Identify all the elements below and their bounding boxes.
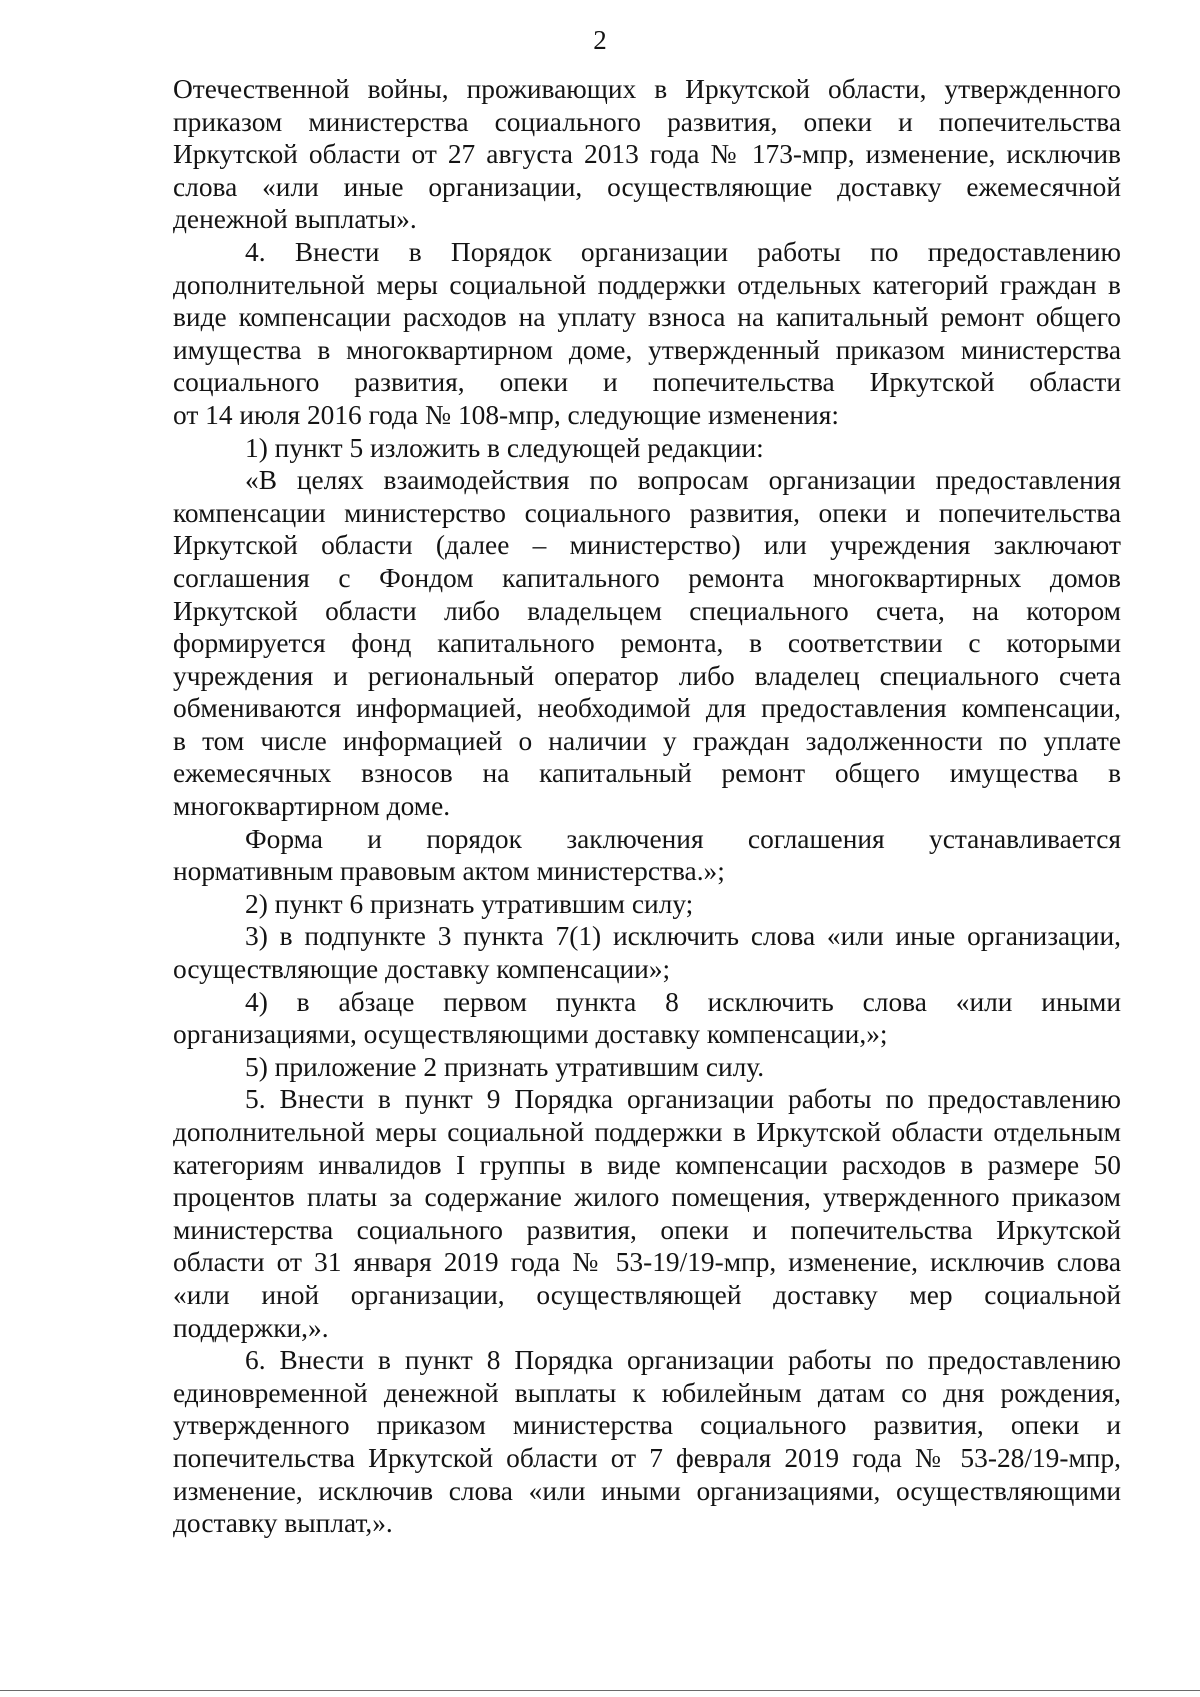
text-line: процентов платы за содержание жилого помещения, утвержденного приказом (173, 1182, 1121, 1213)
text-line: 5. Внести в пункт 9 Порядка организации работы по предоставлению (245, 1084, 1121, 1115)
text-line: категориям инвалидов I группы в виде компенсации расходов в размере 50 (173, 1149, 1121, 1180)
text-line: Иркутской области от 27 августа 2013 года № 173-мпр, изменение, исключив (173, 139, 1121, 170)
text-line: обмениваются информацией, необходимой для предоставления компенсации, (173, 693, 1121, 724)
text-line: доставку выплат,». (173, 1508, 393, 1539)
text-line: области от 31 января 2019 года № 53-19/19-мпр, изменение, исключив слова (173, 1247, 1121, 1278)
text-line: «В целях взаимодействия по вопросам организации предоставления (245, 465, 1121, 496)
text-line: от 14 июля 2016 года № 108-мпр, следующие изменения: (173, 399, 839, 430)
text-line: Отечественной войны, проживающих в Иркутской области, утвержденного (173, 74, 1121, 104)
text-line: утвержденного приказом министерства социального развития, опеки и (173, 1410, 1121, 1441)
text-line: нормативным правовым актом министерства.»; (173, 856, 725, 887)
text-line: компенсации министерство социального развития, опеки и попечительства (173, 497, 1121, 528)
text-line: 5) приложение 2 признать утратившим силу. (245, 1051, 765, 1082)
text-line: поддержки,». (173, 1312, 329, 1343)
text-line: Иркутской области (далее – министерство) или учреждения заключают (173, 530, 1121, 561)
text-line: в том числе информацией о наличии у граждан задолженности по уплате (173, 725, 1121, 756)
text-line: дополнительной меры социальной поддержки отдельных категорий граждан в (173, 269, 1121, 300)
text-line: 4. Внести в Порядок организации работы по предоставлению (245, 236, 1121, 267)
text-line: 3) в подпункте 3 пункта 7(1) исключить слова «или иные организации, (245, 921, 1121, 952)
document-body (173, 73, 1121, 1540)
text-line: министерства социального развития, опеки и попечительства Иркутской (173, 1214, 1121, 1245)
text-line: «или иной организации, осуществляющей доставку мер социальной (173, 1279, 1121, 1310)
text-line: 4) в абзаце первом пункта 8 исключить слова «или иными (245, 986, 1121, 1017)
text-line: имущества в многоквартирном доме, утвержденный приказом министерства (173, 334, 1121, 365)
bottom-rule (0, 1690, 1200, 1691)
text-line: учреждения и региональный оператор либо владелец специального счета (173, 660, 1121, 691)
text-line: осуществляющие доставку компенсации»; (173, 954, 671, 985)
text-line: организациями, осуществляющими доставку компенсации,»; (173, 1019, 888, 1050)
text-line: изменение, исключив слова «или иными организациями, осуществляющими (173, 1475, 1121, 1506)
text-line: 2) пункт 6 признать утратившим силу; (245, 888, 694, 919)
text-line: единовременной денежной выплаты к юбилейным датам со дня рождения, (173, 1377, 1121, 1408)
text-line: попечительства Иркутской области от 7 февраля 2019 года № 53-28/19-мпр, (173, 1442, 1121, 1473)
text-line: денежной выплаты». (173, 204, 417, 235)
text-line: соглашения с Фондом капитального ремонта многоквартирных домов (173, 562, 1121, 593)
text-line: Форма и порядок заключения соглашения устанавливается (245, 823, 1121, 854)
text-line: виде компенсации расходов на уплату взноса на капитальный ремонт общего (173, 302, 1121, 333)
text-line: социального развития, опеки и попечительства Иркутской области (173, 367, 1121, 398)
text-line: формируется фонд капитального ремонта, в соответствии с которыми (173, 628, 1121, 659)
text-line: 6. Внести в пункт 8 Порядка организации работы по предоставлению (245, 1345, 1121, 1376)
text-line: 1) пункт 5 изложить в следующей редакции: (245, 432, 764, 463)
text-line: многоквартирном доме. (173, 791, 451, 822)
page-number: 2 (593, 25, 607, 55)
text-line: дополнительной меры социальной поддержки в Иркутской области отдельным (173, 1117, 1121, 1147)
text-line: Иркутской области либо владельцем специального счета, на котором (173, 595, 1121, 626)
text-line: приказом министерства социального развития, опеки и попечительства (173, 106, 1121, 137)
text-line: ежемесячных взносов на капитальный ремонт общего имущества в (173, 758, 1121, 789)
text-line: слова «или иные организации, осуществляющие доставку ежемесячной (173, 171, 1121, 202)
